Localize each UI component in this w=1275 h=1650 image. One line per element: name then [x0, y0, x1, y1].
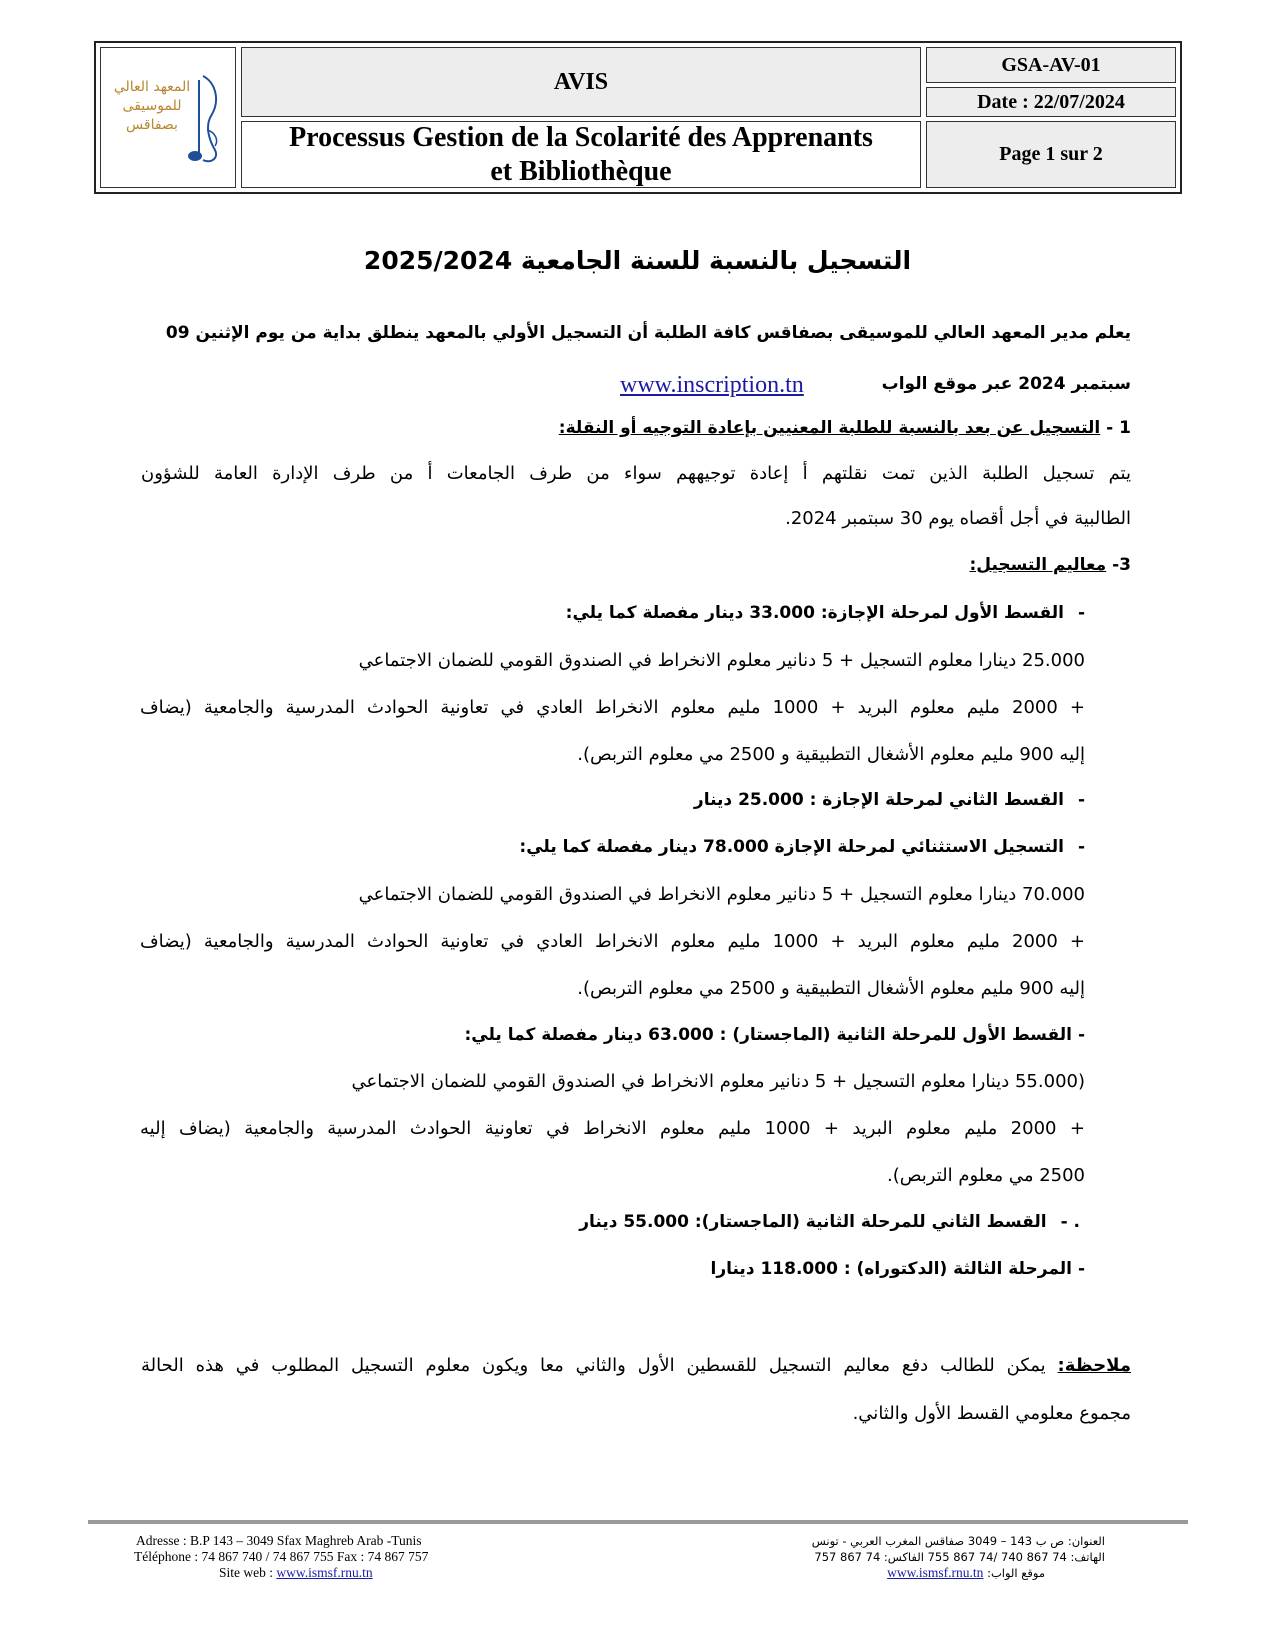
fee-item-title: -التسجيل الاستثنائي لمرحلة الإجازة 78.000 دينار مفصلة كما يلي: [519, 837, 1085, 857]
footer-phone-fr: Téléphone : 74 867 740 / 74 867 755 Fax : 74 867 757 [134, 1549, 429, 1564]
fee-detail-line: + 2000 مليم معلوم البريد + 1000 مليم معلوم الانخراط العادي في تعاونية الحوادث المدرسية والجامعية (يضاف [140, 697, 1085, 718]
document-date: Date : 22/07/2024 [977, 90, 1125, 113]
page-number-cell [926, 121, 1176, 188]
note-line-2: مجموع معلومي القسط الأول والثاني. [852, 1403, 1131, 1424]
fee-detail-line: + 2000 مليم معلوم البريد + 1000 مليم معلوم الانخراط العادي في تعاونية الحوادث المدرسية والجامعية (يضاف [140, 931, 1085, 952]
fee-detail-line: 2500 مي معلوم التربص). [886, 1165, 1085, 1186]
section-1-title: التسجيل عن بعد بالنسبة للطلبة المعنيين بإعادة التوجيه أو النقلة: [558, 418, 1101, 438]
institute-logo: المعهد العالي للموسيقى بصفاقس [111, 70, 225, 166]
document-header [94, 41, 1182, 194]
process-title: Processus Gestion de la Scolarité des Apprenants et Bibliothèque [289, 121, 873, 187]
process-cell [241, 121, 921, 188]
footer-site-ar: موقع الواب: www.ismsf.rnu.tn [887, 1565, 1045, 1580]
fee-item-title: . -القسط الثاني للمرحلة الثانية (الماجستار): 55.000 دينار [579, 1212, 1080, 1232]
note-label: ملاحظة: [1057, 1355, 1131, 1376]
avis-cell [241, 47, 921, 117]
section-3-title: معاليم التسجيل: [969, 555, 1107, 575]
page-number: Page 1 sur 2 [999, 143, 1103, 165]
footer-address-ar: العنوان: ص ب 143 – 3049 صفاقس المغرب العربي - تونس [811, 1534, 1105, 1548]
intro-line-2: سبتمبر 2024 عبر موقع الواب [881, 374, 1131, 394]
fee-detail-line: 70.000 دينارا معلوم التسجيل + 5 دنانير معلوم الانخراط في الصندوق القومي للضمان الاجتماعي [358, 884, 1085, 905]
fee-item-title: -القسط الأول لمرحلة الإجازة: 33.000 دينار مفصلة كما يلي: [565, 603, 1085, 623]
date-cell [926, 87, 1176, 117]
footer-divider [88, 1520, 1188, 1524]
footer-address-fr: Adresse : B.P 143 – 3049 Sfax Maghreb Arab -Tunis [136, 1533, 422, 1548]
section-1-heading [559, 418, 1131, 438]
intro-line-1: يعلم مدير المعهد العالي للموسيقى بصفاقس كافة الطلبة أن التسجيل الأولي بالمعهد ينطلق بداية من يوم الإثنين 09 [165, 323, 1131, 343]
section-1-number: 1 - [1106, 418, 1131, 438]
section-1-line-1: يتم تسجيل الطلبة الذين تمت نقلتهم أ إعادة توجيههم سواء من طرف الجامعات أ من طرف الإدارة العامة للشؤون [141, 463, 1131, 484]
fee-detail-line: 25.000 دينارا معلوم التسجيل + 5 دنانير معلوم الانخراط في الصندوق القومي للضمان الاجتماعي [358, 650, 1085, 671]
document-code-cell [926, 47, 1176, 83]
fee-detail-line: + 2000 مليم معلوم البريد + 1000 مليم معلوم الانخراط في تعاونية الحوادث المدرسية والجامعية (يضاف إليه [140, 1118, 1085, 1139]
inscription-link[interactable]: www.inscription.tn [620, 372, 804, 398]
note-line-1: ملاحظة: يمكن للطالب دفع معاليم التسجيل للقسطين الأول والثاني معا ويكون معلوم التسجيل المطلوب في هذه الحالة [141, 1355, 1131, 1376]
fee-detail-line: (55.000 دينارا معلوم التسجيل + 5 دنانير معلوم الانخراط في الصندوق القومي للضمان الاجتماعي [351, 1071, 1085, 1092]
avis-label: AVIS [553, 68, 609, 95]
fee-item-title: -القسط الأول للمرحلة الثانية (الماجستار) : 63.000 دينار مفصلة كما يلي: [464, 1025, 1085, 1045]
fee-detail-line: إليه 900 مليم معلوم الأشغال التطبيقية و 2500 مي معلوم التربص). [577, 978, 1085, 999]
section-3-number: 3- [1112, 555, 1131, 575]
music-note-icon [111, 70, 225, 166]
fee-item-title: -المرحلة الثالثة (الدكتوراه) : 118.000 دينارا [710, 1259, 1085, 1279]
footer-site-link-ar[interactable]: www.ismsf.rnu.tn [887, 1565, 984, 1580]
document-code: GSA-AV-01 [1001, 53, 1101, 76]
section-1-line-2: الطالبية في أجل أقصاه يوم 30 سبتمبر 2024. [785, 508, 1131, 529]
logo-cell [100, 47, 236, 188]
section-3-heading [969, 555, 1131, 575]
footer-site-fr: Site web : www.ismsf.rnu.tn [219, 1565, 373, 1580]
footer-phone-ar: الهاتف: 74 867 740 /74 867 755 الفاكس: 74 867 757 [814, 1550, 1105, 1564]
fee-detail-line: إليه 900 مليم معلوم الأشغال التطبيقية و 2500 مي معلوم التربص). [577, 744, 1085, 765]
footer-site-link-fr[interactable]: www.ismsf.rnu.tn [276, 1565, 373, 1580]
page-title: التسجيل بالنسبة للسنة الجامعية 2025/2024 [363, 246, 912, 275]
fee-item-title: -القسط الثاني لمرحلة الإجازة : 25.000 دينار [693, 790, 1085, 810]
